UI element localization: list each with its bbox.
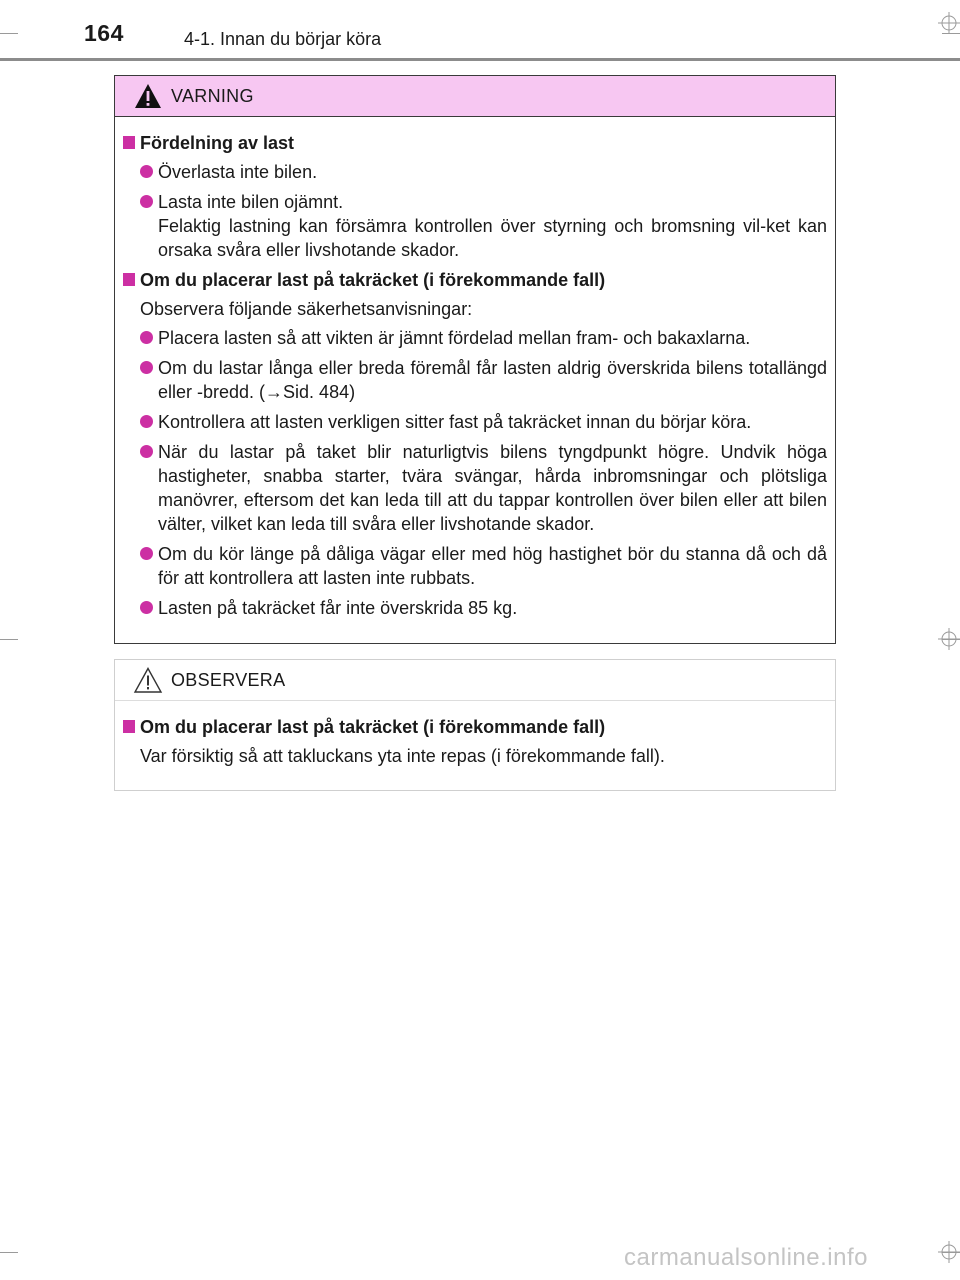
registration-mark-icon: [938, 1241, 960, 1263]
section-intro: Observera följande säkerhetsanvisningar:: [140, 299, 473, 319]
notice-section-heading: Om du placerar last på takräcket (i förekommande fall): [123, 715, 827, 739]
warning-label: VARNING: [171, 85, 254, 106]
list-item: Kontrollera att lasten verkligen sitter fast på takräcket innan du börjar köra.: [123, 410, 827, 434]
square-bullet-icon: [123, 720, 135, 733]
round-bullet-icon: [140, 445, 153, 458]
header-divider: [0, 58, 960, 61]
caution-outline-triangle-icon: [133, 666, 163, 694]
page-header: [0, 0, 960, 64]
warning-body: [115, 117, 835, 620]
round-bullet-icon: [140, 601, 153, 614]
registration-mark-icon: [938, 628, 960, 650]
square-bullet-icon: [123, 273, 135, 286]
round-bullet-icon: [140, 195, 153, 208]
crop-mark: [0, 639, 18, 640]
page-number: 164: [84, 20, 124, 46]
warning-triangle-icon: [133, 82, 163, 110]
warning-header: [115, 76, 835, 117]
list-item-detail: Felaktig lastning kan försämra kontrollen över styrning och bromsning vil-ket kan orsaka svåra eller livshotande skador.: [158, 216, 827, 260]
round-bullet-icon: [140, 415, 153, 428]
list-item: Överlasta inte bilen.: [123, 160, 827, 184]
watermark: carmanualsonline.info: [624, 1244, 868, 1271]
round-bullet-icon: [140, 331, 153, 344]
round-bullet-icon: [140, 361, 153, 374]
square-bullet-icon: [123, 136, 135, 149]
notice-header: [115, 660, 835, 701]
list-item: Om du lastar långa eller breda föremål får lasten aldrig överskrida bilens totallängd eller -bredd. (→Sid. 484): [123, 356, 827, 404]
list-item: Lasten på takräcket får inte överskrida 85 kg.: [123, 596, 827, 620]
section-title: 4-1. Innan du börjar köra: [184, 29, 382, 49]
list-item: Placera lasten så att vikten är jämnt fördelad mellan fram- och bakaxlarna.: [123, 326, 827, 350]
round-bullet-icon: [140, 547, 153, 560]
list-item: Om du kör länge på dåliga vägar eller med hög hastighet bör du stanna då och då för att kontrollera att lasten inte rubbats.: [123, 542, 827, 590]
round-bullet-icon: [140, 165, 153, 178]
warning-box: [114, 75, 836, 644]
notice-body: [115, 701, 835, 768]
notice-text: Var försiktig så att takluckans yta inte repas (i förekommande fall).: [140, 746, 665, 766]
notice-box: [114, 659, 836, 791]
list-item: När du lastar på taket blir naturligtvis bilens tyngdpunkt högre. Undvik höga hastigheter, snabba starter, tvära svängar, hårda inbromsningar och plötsliga manövrer, eftersom det kan leda till att du tappar kontrollen över bilen eller att bilen välter, vilket kan leda till svåra eller livshotande skador.: [123, 440, 827, 536]
notice-label: OBSERVERA: [171, 669, 286, 690]
warning-section-heading: Om du placerar last på takräcket (i förekommande fall): [123, 268, 827, 292]
warning-section-heading: Fördelning av last: [123, 131, 827, 155]
list-item: Lasta inte bilen ojämnt. Felaktig lastning kan försämra kontrollen över styrning och bromsning vil-ket kan orsaka svåra eller livshotande skador.: [123, 190, 827, 262]
crop-mark: [0, 1252, 18, 1253]
